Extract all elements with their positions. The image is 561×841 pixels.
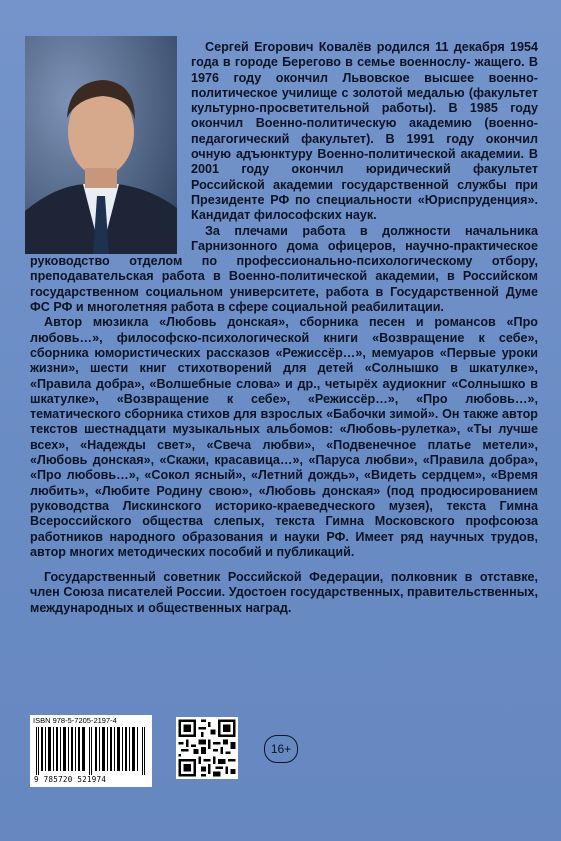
- bio-paragraph-3: Автор мюзикла «Любовь донская», сборника песен и романсов «Про любовь…», философско-психологической книги «Возвращение к себе», сборника юмористических рассказов «Режиссёр…», мемуаров «Первые уроки жизни», шести книг стихотворений для детей «Солнышко в шкатулке», «Правила добра», «Волшебные слова» и др., четырёх аудиокниг «Солнышко в шкатулке», «Возвращение к себе», «Режиссёр…», «Про любовь…», тематического сборника стихов для взрослых «Бабочки зимой». Он также автор текстов шестнадцати музыкальных альбомов: «Любовь-рулетка», «Ты лучше всех», «Надежды свет», «Свеча любви», «Подвенечное платье метели», «Любовь донская», «Скажи, красавица…», «Паруса любви», «Правила добра», «Про любовь…», «Сокол ясный», «Летний дождь», «Видеть сердцем», «Время любить», «Любите Родину свою», «Любовь донская» (под продюсированием руководства Лискинского историко-краеведческого музея), текста Гимна Всероссийского общества слепых, текста Гимна Московского профсоюза работников народного образования и науки РФ. Имеет ряд научных трудов, автор многих методических пособий и публикаций.: [30, 315, 538, 559]
- author-biography: [30, 40, 538, 616]
- age-rating-badge: 16+: [264, 735, 298, 763]
- bio-paragraph-1: Сергей Егорович Ковалёв родился 11 декабря 1954 года в городе Берегово в семье военнослу- жащего. В 1976 году окончил Львовское высшее военно-политическое училище с золотой медалью (факультет культурно-просветительной работы). В 1985 году окончил Военно-политическую академию (военно-педагогический факультет). В 1991 году окончил очную адъюнктуру Военно-политической академии. В 2001 году окончил юридический факультет Российской академии государственной службы при Президенте РФ по специальности «Юриспруденция». Кандидат философских наук.: [191, 40, 538, 223]
- qr-code: [176, 717, 238, 779]
- isbn-barcode: [30, 715, 152, 787]
- isbn-number: ISBN 978-5-7205-2197-4: [33, 716, 117, 725]
- bio-paragraph-4: Государственный советник Российской Федерации, полковник в отставке, член Союза писателей России. Удостоен государственных, правительственных, международных и общественных наград.: [30, 570, 538, 615]
- barcode-digits: 9 785720 521974: [34, 775, 107, 784]
- qr-code-icon: [176, 717, 238, 779]
- bio-paragraph-2: За плечами работа в должности начальника Гарнизонного дома офицеров, научно-практическое руководство отделом по профессионально-психологическому отбору, преподавательская работа в Военно-политической академии, в Российском государственном социальном университете, работа в Государственной Думе ФС РФ и многолетняя работа в сфере социальной реабилитации.: [30, 223, 538, 315]
- barcode-bars-icon: [34, 727, 148, 775]
